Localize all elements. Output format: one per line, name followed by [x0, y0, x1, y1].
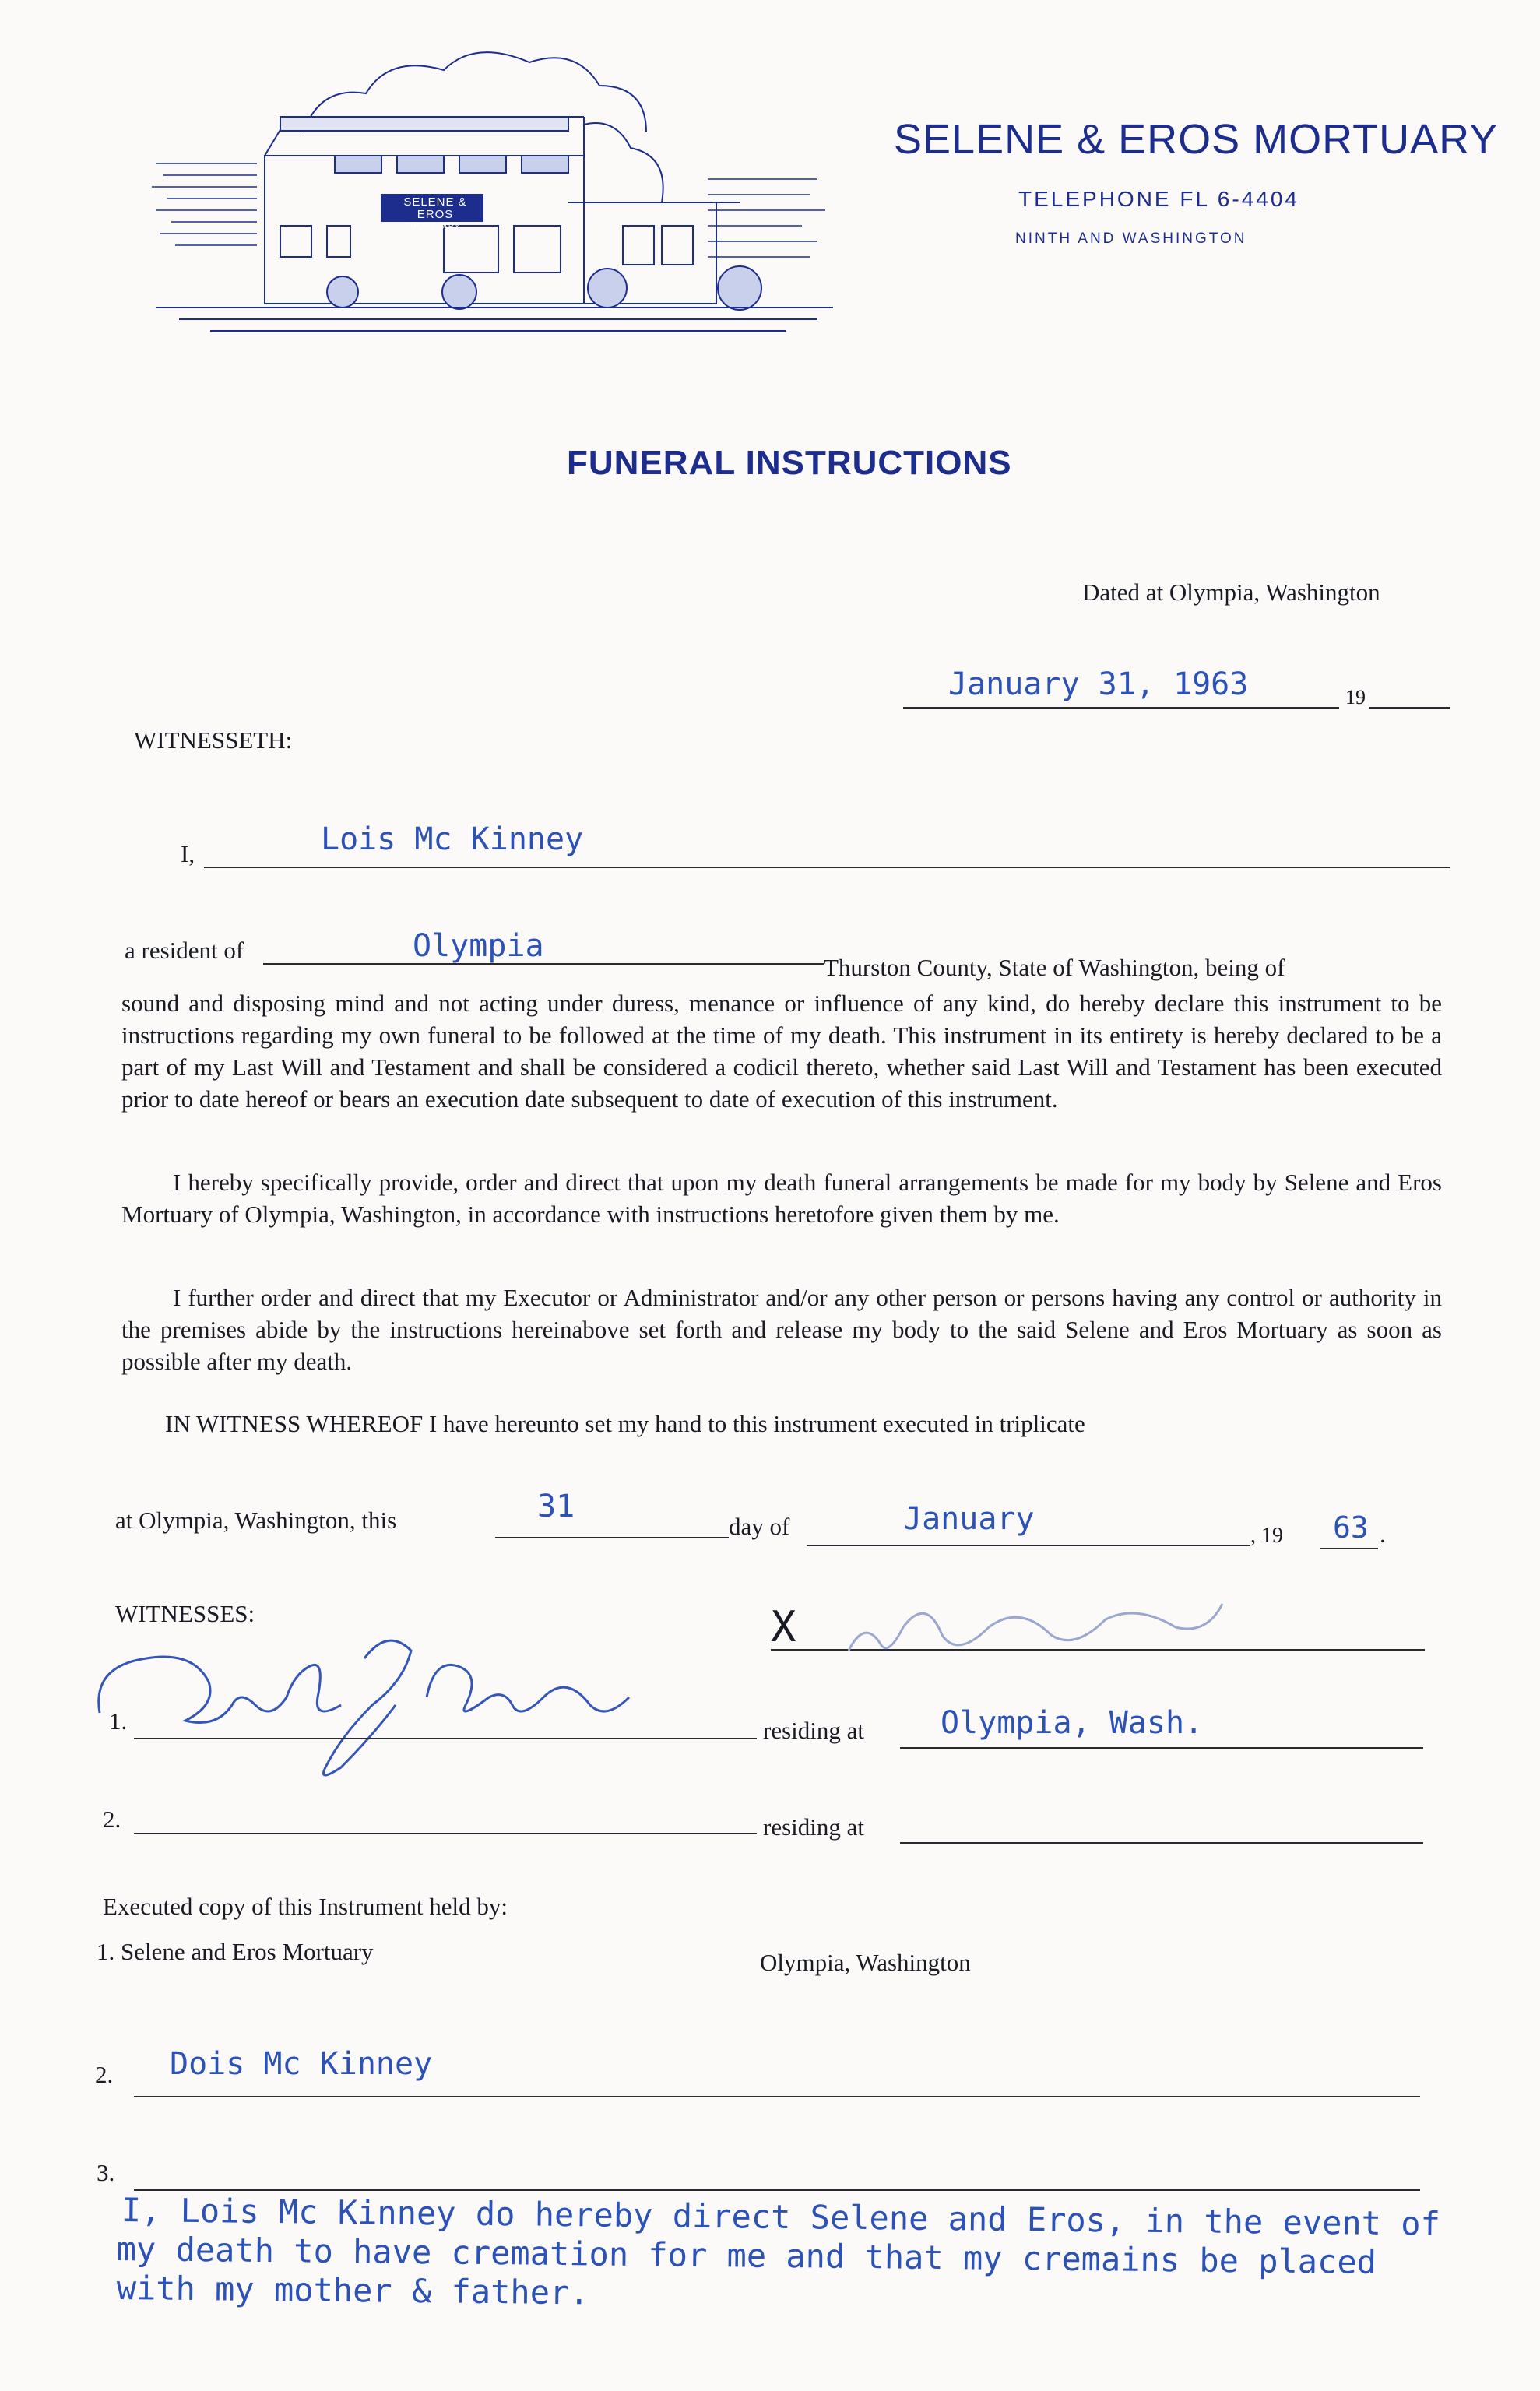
mortuary-name: SELENE & EROS MORTUARY: [894, 116, 1499, 163]
name-underline: [204, 867, 1450, 868]
year-underline: [1369, 707, 1450, 709]
building-sign-line: SELENE & EROS: [403, 195, 467, 221]
mortuary-building-illustration: [148, 39, 849, 343]
declarant-name: Lois Mc Kinney: [321, 821, 584, 857]
witness-2-residing-line: [900, 1842, 1423, 1844]
day-underline: [495, 1537, 729, 1538]
witness-1-residing-line: [900, 1747, 1423, 1749]
witness-2-signature-line: [134, 1833, 757, 1834]
building-sign-subline: MORTUARY: [410, 223, 461, 231]
date-underline: [903, 707, 1339, 709]
execution-period: .: [1380, 1521, 1386, 1548]
copy-holder-2-number: 2.: [95, 2061, 114, 2088]
page-title: FUNERAL INSTRUCTIONS: [567, 444, 1012, 482]
mortuary-address: NINTH AND WASHINGTON: [1015, 230, 1247, 247]
witness-1-number: 1.: [109, 1707, 128, 1735]
resident-label: a resident of: [125, 937, 244, 964]
typed-note-line-1: I, Lois Mc Kinney do hereby direct Selene and Eros, in the event of: [121, 2191, 1441, 2243]
copy-holder-3-line: [134, 2189, 1420, 2191]
resident-underline: [263, 963, 824, 965]
execution-year-label: , 19: [1250, 1524, 1283, 1548]
year-value-underline: [1320, 1548, 1378, 1549]
execution-month: January: [903, 1501, 1035, 1537]
dated-at-label: Dated at Olympia, Washington: [1082, 578, 1380, 606]
date-value: January 31, 1963: [948, 666, 1249, 702]
witness-1-signature-line: [134, 1738, 757, 1739]
year-prefix: 19: [1345, 686, 1366, 709]
witness-1-residing-value: Olympia, Wash.: [941, 1705, 1204, 1741]
copy-holder-1: 1. Selene and Eros Mortuary: [97, 1938, 374, 1965]
witness-1-residing-label: residing at: [763, 1717, 864, 1744]
day-of-label: day of: [729, 1513, 790, 1540]
typed-note-line-2: my death to have cremation for me and that my cremains be placed: [116, 2230, 1377, 2281]
execution-place-label: at Olympia, Washington, this: [115, 1507, 397, 1534]
witnesseth-label: WITNESSETH:: [134, 726, 293, 754]
copy-holder-2-line: [134, 2096, 1420, 2097]
signer-mark: X: [771, 1602, 796, 1651]
copy-holder-2-value: Dois Mc Kinney: [170, 2046, 433, 2082]
execution-year: 63: [1333, 1510, 1369, 1545]
i-label: I,: [181, 840, 195, 867]
declarant-signature: [841, 1588, 1277, 1682]
copy-holder-3-number: 3.: [97, 2159, 115, 2186]
paragraph-arrangements: I hereby specifically provide, order and direct that upon my death funeral arrangements be made for my body by Selene and Eros Mortuary of Olympia, Washington, in accordance with instructions heretofore given them by me.: [121, 1169, 1442, 1228]
county-text: Thurston County, State of Washington, being of: [824, 954, 1285, 981]
witness-2-residing-label: residing at: [763, 1813, 864, 1841]
paragraph-declaration: sound and disposing mind and not acting under duress, menance or influence of any kind, do hereby declare this instrument to be instructions regarding my own funeral to be followed at the time of my death. This instrument in its entirety is hereby declared to be a part of my Last Will and Testament and shall be considered a codicil thereto, whether said Last Will and Testament has been executed prior to date hereof or bears an execution date subsequent to date of execution of this instrument.: [121, 990, 1442, 1113]
witness-2-number: 2.: [103, 1806, 121, 1833]
typed-note-line-3: with my mother & father.: [116, 2269, 589, 2312]
resident-value: Olympia: [413, 928, 544, 964]
copy-holder-1-location: Olympia, Washington: [760, 1949, 971, 1976]
month-underline: [807, 1545, 1250, 1546]
execution-day: 31: [537, 1489, 575, 1524]
witness-1-signature: [84, 1627, 676, 1783]
mortuary-telephone: TELEPHONE FL 6-4404: [1018, 187, 1299, 211]
paragraph-executor: I further order and direct that my Executor or Administrator and/or any other person or persons having any control or authority in the premises abide by the instructions hereinabove set forth and release my body to the said Selene and Eros Mortuary as soon as possible after my death.: [121, 1284, 1442, 1375]
paragraph-witness-whereof: IN WITNESS WHEREOF I have hereunto set my hand to this instrument executed in triplicate: [165, 1410, 1085, 1437]
witnesses-label: WITNESSES:: [115, 1600, 255, 1627]
building-sign-text: [385, 196, 486, 234]
copies-label: Executed copy of this Instrument held by:: [103, 1893, 508, 1920]
